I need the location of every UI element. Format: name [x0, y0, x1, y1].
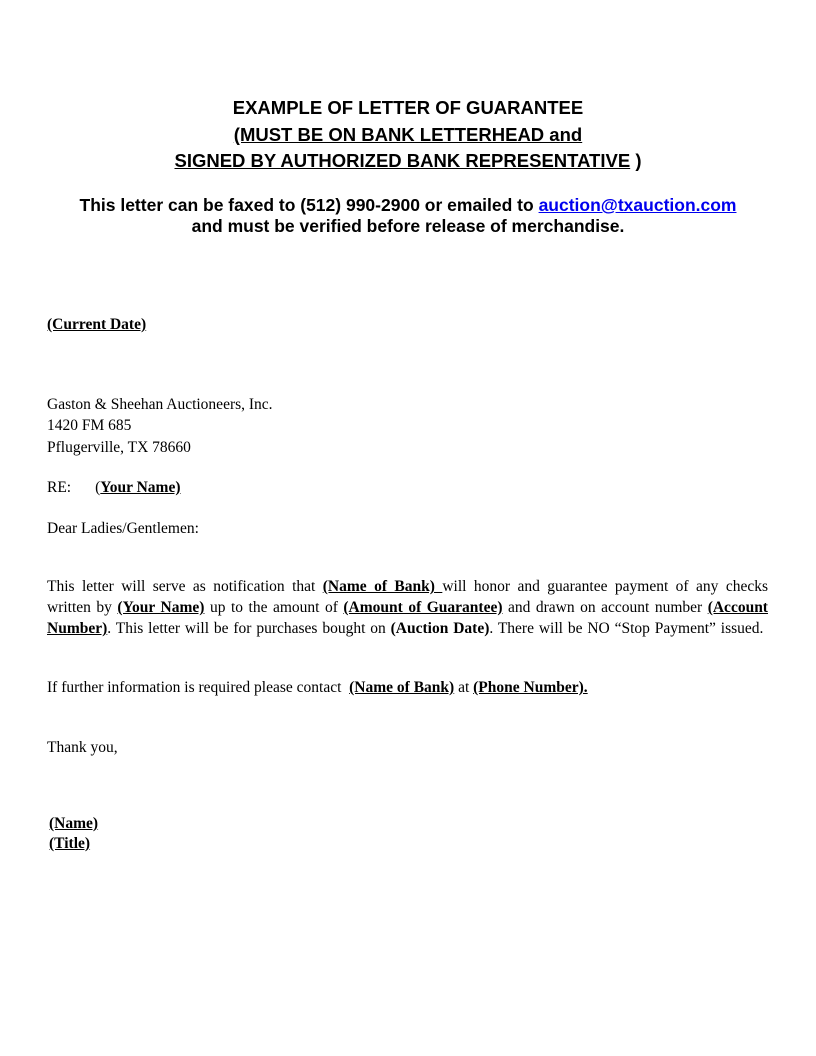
signature-requirement-close: ): [630, 150, 642, 171]
contact-paragraph: [47, 677, 588, 698]
guarantee-paragraph: [47, 576, 768, 639]
current-date-placeholder: (Current Date): [47, 316, 147, 333]
salutation: Dear Ladies/Gentlemen:: [47, 520, 199, 537]
bank-name-placeholder-2: (Name of Bank): [349, 679, 455, 696]
fax-email-instructions: [0, 194, 816, 216]
re-open-paren: (: [95, 479, 101, 496]
phone-number-placeholder: (Phone Number).: [473, 679, 588, 696]
account-number-placeholder: (Account Number): [47, 599, 768, 637]
closing: Thank you,: [47, 739, 118, 756]
p1-text-2: will honor and guarantee payment of any checks written by: [47, 578, 768, 616]
recipient-street: 1420 FM 685: [47, 417, 132, 434]
signature-requirement: [0, 148, 816, 174]
recipient-name: Gaston & Sheehan Auctioneers, Inc.: [47, 396, 273, 413]
verification-note: and must be verified before release of merchandise.: [191, 216, 625, 236]
auction-date-placeholder: (Auction Date): [390, 620, 490, 637]
p1-text-4: and drawn on account number: [502, 599, 708, 616]
re-line: [47, 477, 181, 498]
p2-text-1: If further information is required please contact: [47, 679, 350, 696]
p1-text-3: up to the amount of: [204, 599, 344, 616]
bank-name-placeholder: (Name of Bank): [322, 578, 443, 595]
p1-text-6: . There will be NO “Stop Payment” issued.: [489, 620, 764, 637]
signer-title-placeholder: (Title): [49, 835, 91, 852]
signer-name-placeholder: (Name): [49, 815, 99, 832]
amount-placeholder: (Amount of Guarantee): [343, 599, 503, 616]
signature-requirement-text: SIGNED BY AUTHORIZED BANK REPRESENTATIVE: [174, 150, 631, 171]
recipient-city: Pflugerville, TX 78660: [47, 439, 191, 456]
p1-text-1: This letter will serve as notification that: [47, 578, 323, 595]
re-label: RE:: [47, 479, 72, 496]
p1-text-5: . This letter will be for purchases bought on: [107, 620, 391, 637]
fax-email-text: This letter can be faxed to (512) 990-2900 or emailed to: [79, 195, 539, 215]
letter-title: EXAMPLE OF LETTER OF GUARANTEE: [232, 97, 584, 118]
letterhead-requirement: (MUST BE ON BANK LETTERHEAD and: [233, 124, 583, 145]
p2-text-2: at: [454, 679, 474, 696]
email-link[interactable]: auction@txauction.com: [538, 195, 737, 215]
your-name-placeholder-2: (Your Name): [117, 599, 205, 616]
your-name-placeholder: Your Name): [100, 479, 181, 496]
